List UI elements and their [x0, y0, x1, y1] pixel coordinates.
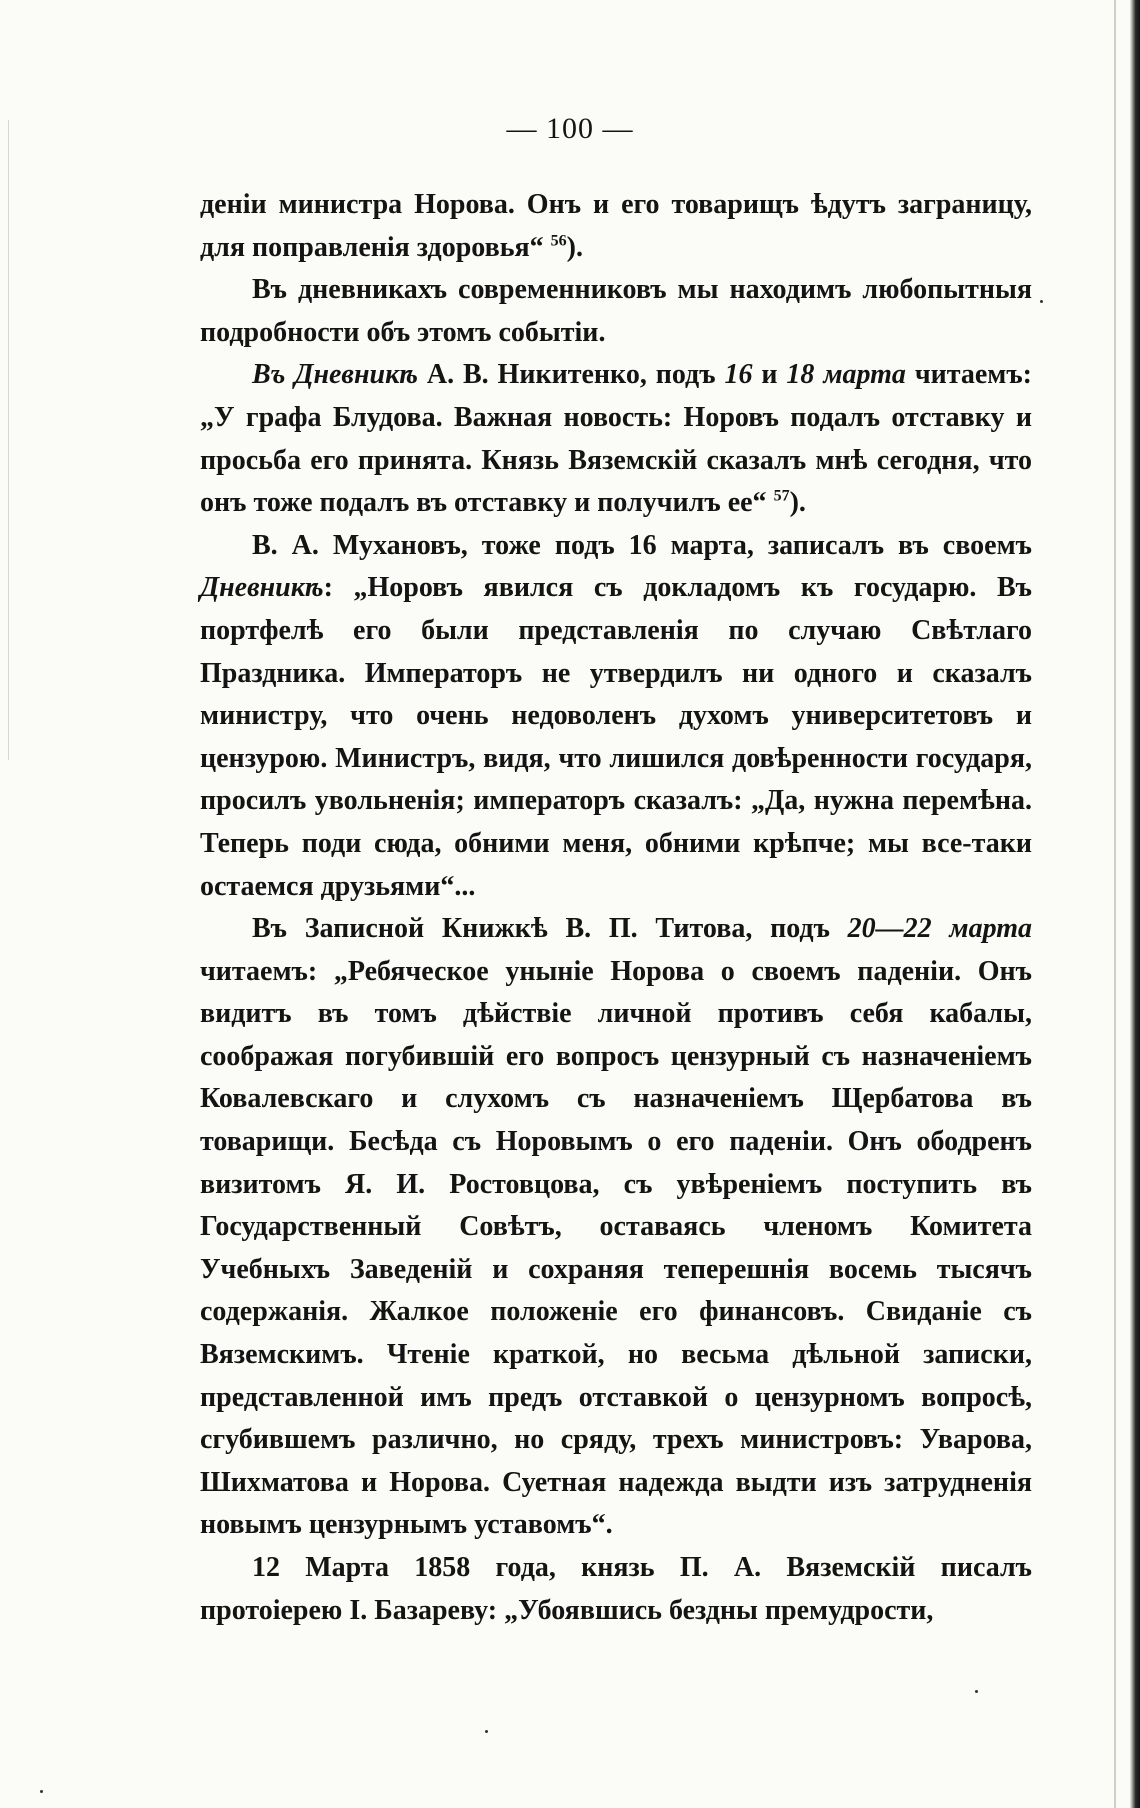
italic-run: 18 марта: [786, 359, 906, 391]
paragraph-4: [200, 525, 1032, 908]
paragraph-3: [200, 354, 1032, 524]
italic-run: Въ Дневникѣ: [252, 359, 418, 391]
text-run: : „Норовъ явился съ докладомъ къ государю. Въ портфелѣ его были представленія по случаю Свѣтлаго Праздника. Императоръ не утвердилъ ни одного и сказалъ министру, что очень недоволенъ духомъ университетовъ и цензурою. Министръ, видя, что лишился довѣренности государя, просилъ увольненія; императоръ сказалъ: „Да, нужна перемѣна. Теперь поди сюда, обними меня, обними крѣпче; мы все-таки остаемся друзьями“...: [200, 572, 1032, 902]
footnote-ref: 56: [550, 232, 567, 250]
scan-speck: [975, 1690, 978, 1693]
scan-speck: [40, 1790, 43, 1793]
page-number: — 100 —: [506, 112, 634, 145]
italic-run: Дневникѣ: [200, 572, 324, 604]
text-run: ).: [789, 487, 806, 519]
text-run: А. В. Никитенко, подъ: [417, 359, 725, 391]
text-run: Въ дневникахъ современниковъ мы находимъ любопытныя подробности объ этомъ событіи.: [200, 274, 1032, 348]
scan-speck: [485, 1730, 488, 1733]
paragraph-2: [200, 269, 1032, 354]
text-run: читаемъ: „Ребяческое уныніе Норова о своемъ паденіи. Онъ видитъ въ томъ дѣйствіе личной противъ себя кабалы, соображая погубившій его вопросъ цензурный съ назначеніемъ Ковалевскаго и слухомъ съ назначеніемъ Щербатова въ товарищи. Бесѣда съ Норовымъ о его паденіи. Онъ ободренъ визитомъ Я. И. Ростовцова, съ увѣреніемъ поступить въ Государственный Совѣтъ, оставаясь членомъ Комитета Учебныхъ Заведеній и сохраняя теперешнія восемь тысячъ содержанія. Жалкое положеніе его финансовъ. Свиданіе съ Вяземскимъ. Чтеніе краткой, но весьма дѣльной записки, представленной имъ предъ отставкой о цензурномъ вопросѣ, сгубившемъ различно, но сряду, трехъ министровъ: Уварова, Шихматова и Норова. Суетная надежда выдти изъ затрудненія новымъ цензурнымъ уставомъ“.: [200, 955, 1032, 1541]
paragraph-1: [200, 184, 1032, 269]
italic-run: 16: [724, 359, 753, 391]
text-run: читаемъ: „У графа Блудова. Важная новость: Норовъ подалъ отставку и просьба его принята. Князь Вяземскій сказалъ мнѣ сегодня, что онъ тоже подалъ въ отставку и получилъ ее“: [200, 359, 1032, 519]
text-run: 12 Марта 1858 года, князь П. А. Вяземскій писалъ протоіерею І. Базареву: „Убоявшись бездны премудрости,: [200, 1552, 1032, 1626]
text-run: деніи министра Норова. Онъ и его товарищъ ѣдутъ заграницу, для поправленія здоровья“: [200, 189, 1032, 263]
text-run: и: [752, 359, 787, 391]
scan-speck: [1040, 300, 1043, 303]
footnote-ref: 57: [773, 487, 790, 505]
body-text: [200, 184, 1032, 1632]
text-run: Въ Записной Книжкѣ В. П. Титова, подъ: [252, 913, 848, 945]
text-run: В. А. Мухановъ, тоже подъ 16 марта, записалъ въ своемъ: [252, 529, 1032, 561]
page-edge-shadow: [1130, 0, 1140, 1808]
italic-run: 20—22 марта: [847, 913, 1033, 945]
paragraph-6: [200, 1547, 1032, 1632]
paragraph-5: [200, 908, 1032, 1547]
margin-mark: [8, 120, 9, 760]
page-edge-line: [1114, 0, 1116, 1808]
text-run: ).: [566, 231, 583, 263]
